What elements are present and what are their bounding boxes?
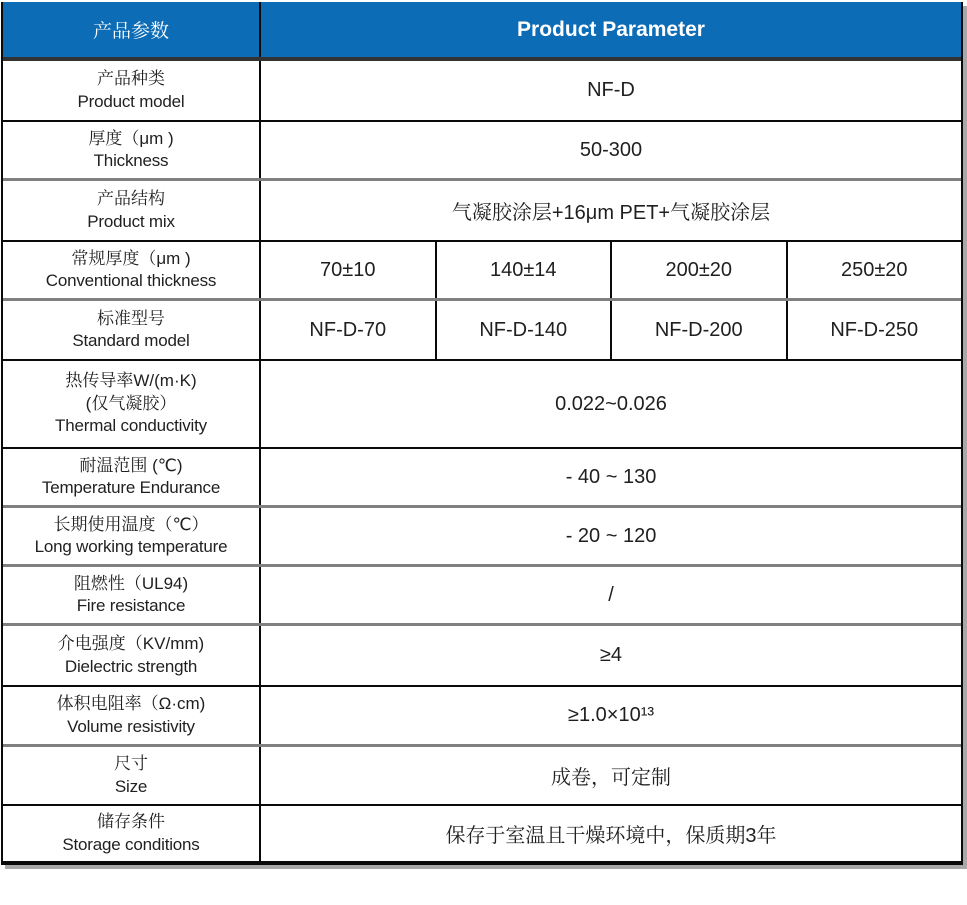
param-label-zh: 体积电阻率（Ω·cm)	[56, 694, 206, 714]
param-label-en: Long working temperature	[34, 537, 228, 556]
param-label-en: Size	[114, 776, 148, 796]
param-label-zh: 常规厚度（μm )	[71, 248, 191, 268]
header-title-zh: 产品参数	[3, 2, 261, 57]
param-label-zh: 标准型号	[97, 308, 165, 328]
param-label-en: Volume resistivity	[67, 716, 195, 736]
param-row-7	[3, 449, 961, 508]
param-row-2	[3, 122, 961, 181]
param-value: 50-300	[579, 138, 643, 161]
param-label-en: Thermal conductivity	[55, 416, 207, 436]
param-value: NF-D-70	[261, 301, 437, 359]
param-label-zh2: (仅气凝胶）	[85, 393, 177, 413]
param-label	[3, 361, 261, 447]
param-label	[3, 242, 261, 298]
product-parameter-table	[1, 2, 963, 865]
param-row-4	[3, 242, 961, 301]
param-label-zh: 阻燃性（UL94)	[73, 573, 189, 593]
param-label-zh: 产品种类	[97, 69, 165, 89]
param-label-en: Thickness	[93, 151, 169, 170]
param-label-en: Conventional thickness	[45, 271, 217, 290]
param-label	[3, 181, 261, 240]
param-value: NF-D-140	[437, 301, 613, 359]
param-label-en: Storage conditions	[62, 834, 200, 854]
param-label	[3, 806, 261, 861]
param-value: 气凝胶涂层+16μm PET+气凝胶涂层	[451, 202, 771, 224]
param-label	[3, 626, 261, 685]
param-value: NF-D-250	[830, 318, 919, 341]
param-rows	[3, 61, 961, 861]
param-value: /	[608, 583, 614, 606]
param-label-zh: 尺寸	[114, 754, 148, 774]
param-label-zh: 厚度（μm )	[88, 128, 174, 148]
param-row-1	[3, 61, 961, 122]
param-label-en: Product model	[77, 91, 185, 111]
param-value: 保存于室温且干燥环境中，保质期3年	[445, 825, 777, 847]
param-row-10	[3, 626, 961, 687]
param-label	[3, 122, 261, 178]
param-label-en: Temperature Endurance	[41, 478, 221, 497]
param-value: - 20 ~ 120	[565, 524, 657, 547]
param-value: 140±14	[437, 242, 613, 298]
param-label	[3, 747, 261, 804]
param-value: ≥1.0×10¹³	[567, 704, 655, 726]
param-row-8	[3, 508, 961, 567]
param-label-zh: 长期使用温度（℃）	[53, 514, 209, 534]
param-value: 250±20	[840, 258, 908, 281]
param-label	[3, 567, 261, 623]
param-label-en: Product mix	[87, 211, 175, 231]
param-row-11	[3, 687, 961, 747]
param-value: 0.022~0.026	[555, 392, 667, 415]
param-label-en: Fire resistance	[76, 596, 186, 615]
param-label-zh: 储存条件	[97, 812, 165, 832]
param-label-zh: 产品结构	[97, 189, 165, 209]
param-label-zh: 热传导率W/(m·K)	[65, 371, 197, 391]
header-title-en: Product Parameter	[517, 17, 705, 41]
param-row-6	[3, 361, 961, 449]
param-row-9	[3, 567, 961, 626]
param-value: 70±10	[261, 242, 437, 298]
param-label-en: Standard model	[72, 331, 190, 350]
table-header-row	[3, 2, 961, 61]
param-value: 成卷，可定制	[551, 767, 671, 789]
param-row-12	[3, 747, 961, 806]
param-label	[3, 301, 261, 359]
param-row-3	[3, 181, 961, 242]
param-row-13	[3, 806, 961, 861]
param-label	[3, 687, 261, 744]
param-value: - 40 ~ 130	[565, 465, 657, 488]
param-value: NF-D-200	[612, 301, 788, 359]
param-label	[3, 508, 261, 564]
param-label-en: Dielectric strength	[64, 656, 198, 676]
param-label	[3, 61, 261, 120]
param-label-zh: 耐温范围 (℃)	[79, 455, 183, 475]
param-label	[3, 449, 261, 505]
param-label-zh: 介电强度（KV/mm)	[57, 634, 205, 654]
param-value: 200±20	[612, 242, 788, 298]
param-value: ≥4	[599, 644, 623, 666]
param-value: NF-D	[587, 79, 635, 101]
param-row-5	[3, 301, 961, 361]
